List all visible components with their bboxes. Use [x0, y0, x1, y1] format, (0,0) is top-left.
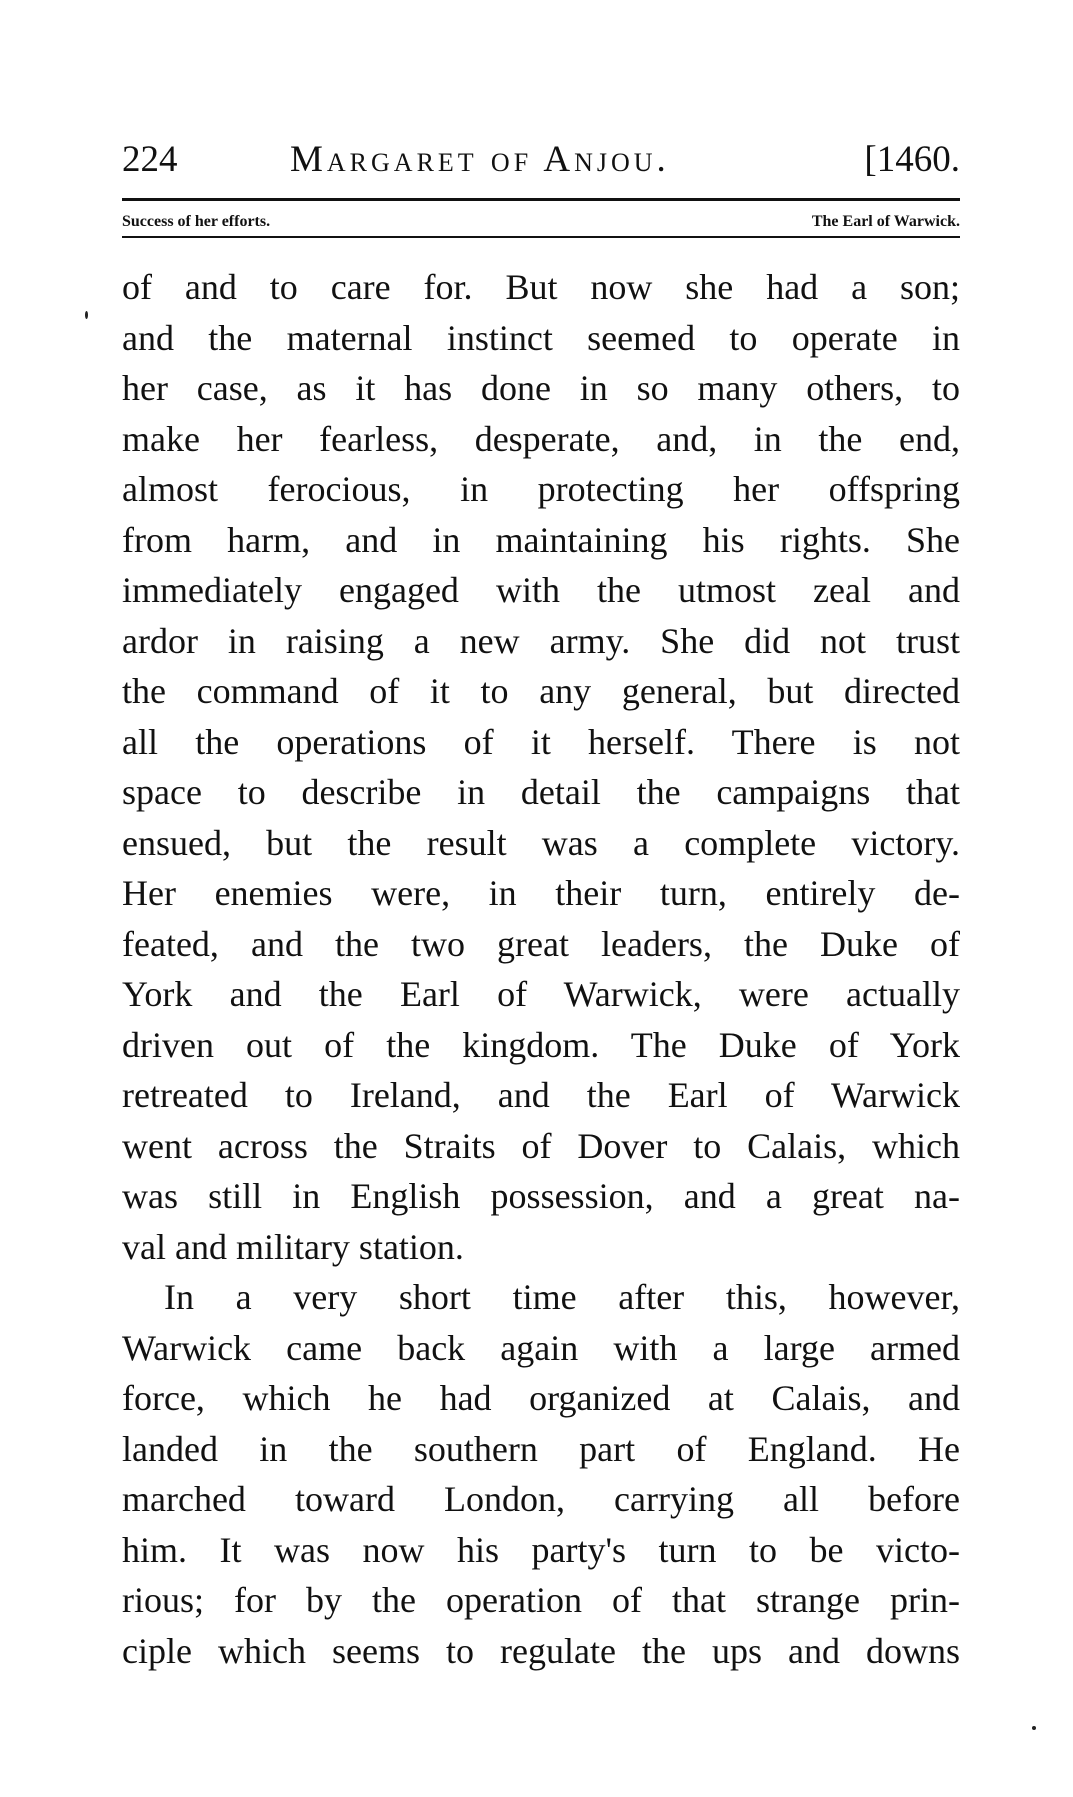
text-line: her case, as it has done in so many others, to: [122, 368, 960, 408]
subhead-right: The Earl of Warwick.: [811, 213, 960, 230]
text-line: from harm, and in maintaining his rights. She: [122, 519, 960, 560]
page-header: [122, 132, 960, 188]
paragraph-1: [122, 262, 960, 1272]
marginal-subheads: [122, 211, 960, 233]
text-line: Warwick came back again with a large armed: [122, 1327, 960, 1368]
text-line: In a very short time after this, however,: [164, 1277, 960, 1317]
text-line: ciple which seems to regulate the ups and downs: [122, 1630, 960, 1671]
header-rule-bottom: [122, 236, 960, 238]
text-line: of and to care for. But now she had a son;: [122, 267, 960, 307]
text-line: immediately engaged with the utmost zeal and: [122, 570, 960, 610]
text-line: val and military station.: [122, 1226, 464, 1267]
text-line: went across the Straits of Dover to Calais, which: [122, 1125, 960, 1166]
header-rule-top: [122, 198, 960, 201]
text-line: feated, and the two great leaders, the Duke of: [122, 923, 960, 964]
print-speck: [85, 311, 88, 319]
text-line: driven out of the kingdom. The Duke of York: [122, 1024, 960, 1065]
page-body: [122, 262, 960, 1676]
text-line: almost ferocious, in protecting her offspring: [122, 469, 960, 509]
paragraph-2: [122, 1272, 960, 1676]
text-line: make her fearless, desperate, and, in the end,: [122, 418, 960, 459]
text-line: Her enemies were, in their turn, entirely de-: [122, 873, 960, 913]
page-number: 224: [122, 139, 178, 180]
text-line: him. It was now his party's turn to be victo-: [122, 1529, 960, 1570]
running-title: Margaret of Anjou.: [290, 139, 670, 180]
text-line: ardor in raising a new army. She did not trust: [122, 620, 960, 661]
text-line: York and the Earl of Warwick, were actually: [122, 974, 960, 1014]
text-line: space to describe in detail the campaigns that: [122, 772, 960, 812]
header-year: [1460.: [864, 139, 960, 180]
text-line: all the operations of it herself. There is not: [122, 721, 960, 762]
text-line: and the maternal instinct seemed to operate in: [122, 317, 960, 358]
text-line: rious; for by the operation of that strange prin-: [122, 1580, 960, 1620]
text-line: landed in the southern part of England. He: [122, 1428, 960, 1469]
text-line: marched toward London, carrying all before: [122, 1479, 960, 1519]
text-line: force, which he had organized at Calais, and: [122, 1378, 960, 1418]
text-line: ensued, but the result was a complete victory.: [122, 822, 960, 863]
print-speck: [1032, 1726, 1036, 1730]
text-line: retreated to Ireland, and the Earl of Warwick: [122, 1075, 960, 1115]
subhead-left: Success of her efforts.: [122, 213, 271, 230]
text-line: was still in English possession, and a great na-: [122, 1176, 960, 1216]
text-line: the command of it to any general, but directed: [122, 671, 960, 711]
